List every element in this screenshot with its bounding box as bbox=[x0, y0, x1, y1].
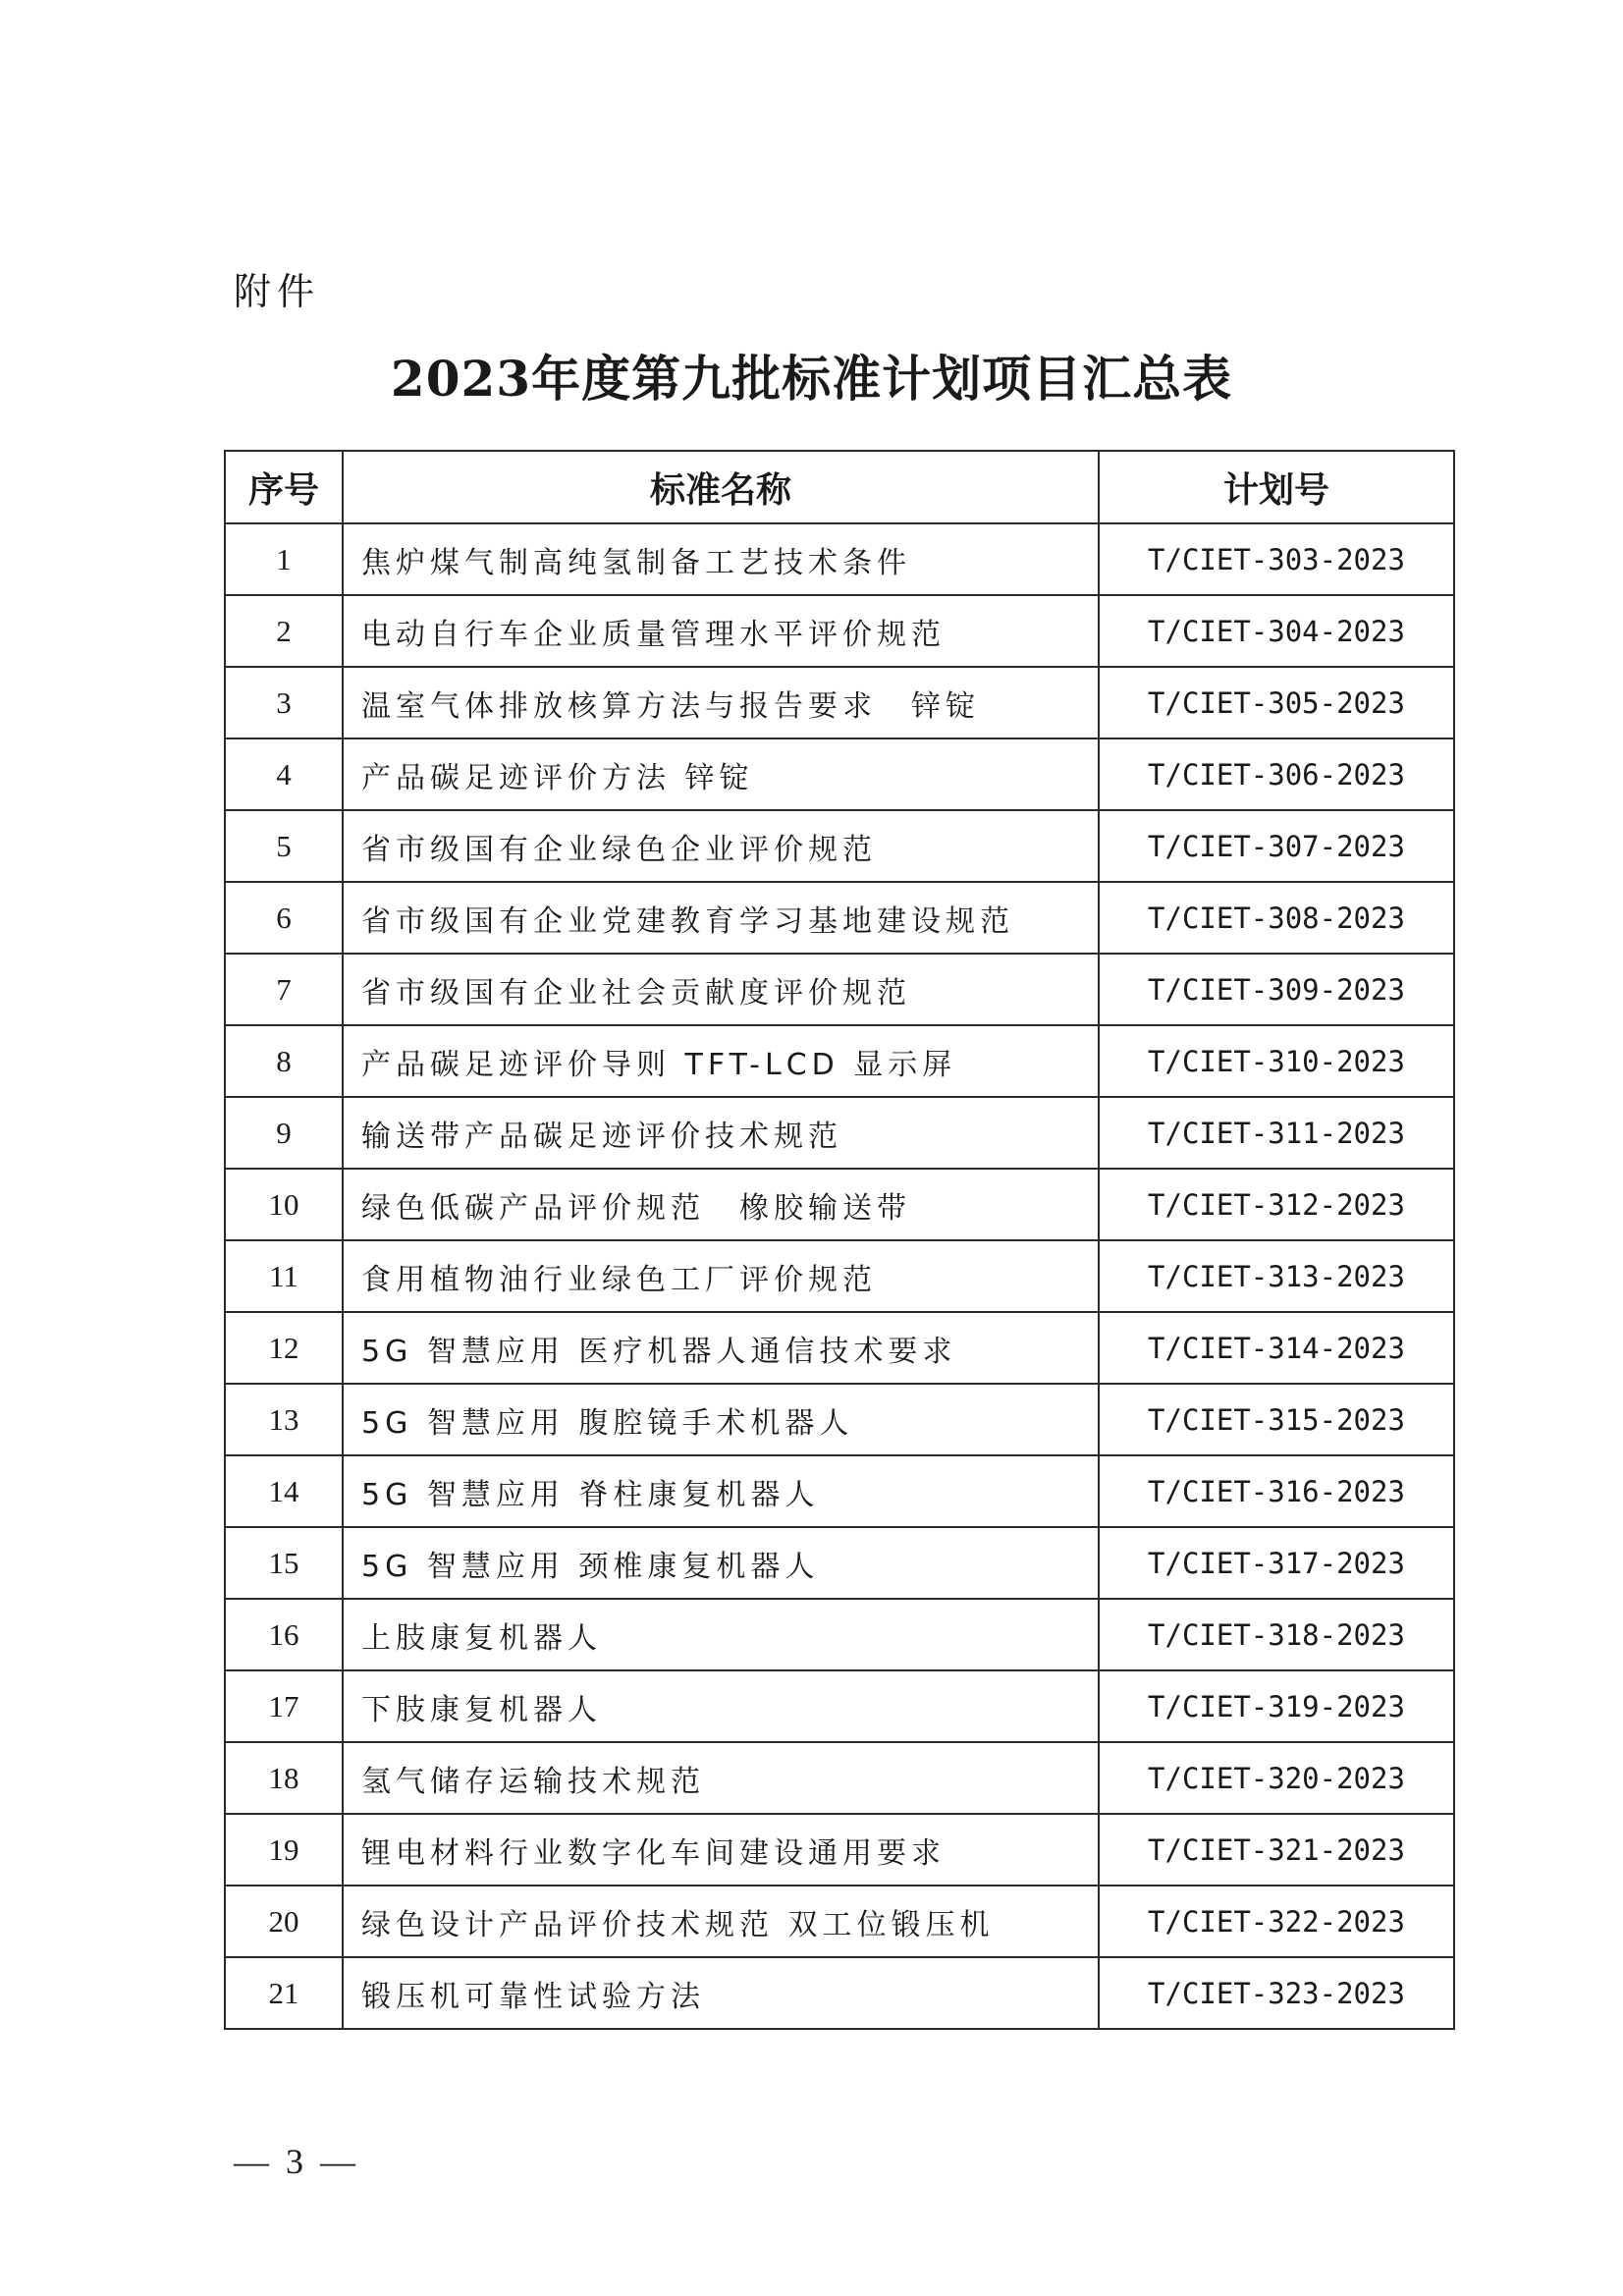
table-row bbox=[225, 1384, 1454, 1455]
row-standard-name: 产品碳足迹评价导则 TFT-LCD 显示屏 bbox=[343, 1025, 1099, 1097]
row-plan-number: T/CIET-304-2023 bbox=[1099, 595, 1454, 667]
row-plan-number: T/CIET-313-2023 bbox=[1099, 1240, 1454, 1312]
row-plan-number: T/CIET-305-2023 bbox=[1099, 667, 1454, 738]
row-standard-name: 省市级国有企业社会贡献度评价规范 bbox=[343, 954, 1099, 1025]
row-standard-name: 绿色低碳产品评价规范 橡胶输送带 bbox=[343, 1169, 1099, 1240]
table-row bbox=[225, 1527, 1454, 1599]
plan-table-container bbox=[224, 450, 1453, 2030]
row-standard-name: 电动自行车企业质量管理水平评价规范 bbox=[343, 595, 1099, 667]
table-row bbox=[225, 1742, 1454, 1814]
table-row bbox=[225, 1240, 1454, 1312]
row-standard-name: 焦炉煤气制高纯氢制备工艺技术条件 bbox=[343, 523, 1099, 595]
row-plan-number: T/CIET-316-2023 bbox=[1099, 1455, 1454, 1527]
header-standard-name: 标准名称 bbox=[343, 451, 1099, 523]
table-row bbox=[225, 1814, 1454, 1886]
row-serial-number: 15 bbox=[225, 1527, 343, 1599]
row-plan-number: T/CIET-303-2023 bbox=[1099, 523, 1454, 595]
row-plan-number: T/CIET-310-2023 bbox=[1099, 1025, 1454, 1097]
row-serial-number: 18 bbox=[225, 1742, 343, 1814]
row-serial-number: 10 bbox=[225, 1169, 343, 1240]
table-row bbox=[225, 1097, 1454, 1169]
attachment-label: 附件 bbox=[234, 270, 321, 313]
row-plan-number: T/CIET-307-2023 bbox=[1099, 810, 1454, 882]
row-standard-name: 氢气储存运输技术规范 bbox=[343, 1742, 1099, 1814]
header-serial-number: 序号 bbox=[225, 451, 343, 523]
table-row bbox=[225, 667, 1454, 738]
row-serial-number: 19 bbox=[225, 1814, 343, 1886]
standards-plan-table bbox=[224, 450, 1455, 2030]
row-standard-name: 温室气体排放核算方法与报告要求 锌锭 bbox=[343, 667, 1099, 738]
row-standard-name: 上肢康复机器人 bbox=[343, 1599, 1099, 1670]
table-row bbox=[225, 1670, 1454, 1742]
row-standard-name: 省市级国有企业党建教育学习基地建设规范 bbox=[343, 882, 1099, 954]
table-row bbox=[225, 1599, 1454, 1670]
table-body bbox=[225, 523, 1454, 2029]
row-plan-number: T/CIET-312-2023 bbox=[1099, 1169, 1454, 1240]
row-serial-number: 3 bbox=[225, 667, 343, 738]
row-serial-number: 20 bbox=[225, 1886, 343, 1957]
row-standard-name: 下肢康复机器人 bbox=[343, 1670, 1099, 1742]
table-header-row bbox=[225, 451, 1454, 523]
row-plan-number: T/CIET-320-2023 bbox=[1099, 1742, 1454, 1814]
row-standard-name: 5G 智慧应用 腹腔镜手术机器人 bbox=[343, 1384, 1099, 1455]
row-serial-number: 6 bbox=[225, 882, 343, 954]
row-serial-number: 14 bbox=[225, 1455, 343, 1527]
page-number: — 3 — bbox=[234, 2142, 359, 2181]
document-title: 2023年度第九批标准计划项目汇总表 bbox=[390, 350, 1233, 408]
table-row bbox=[225, 954, 1454, 1025]
table-row bbox=[225, 1312, 1454, 1384]
table-row bbox=[225, 523, 1454, 595]
row-serial-number: 16 bbox=[225, 1599, 343, 1670]
row-serial-number: 8 bbox=[225, 1025, 343, 1097]
row-plan-number: T/CIET-314-2023 bbox=[1099, 1312, 1454, 1384]
table-row bbox=[225, 595, 1454, 667]
row-plan-number: T/CIET-309-2023 bbox=[1099, 954, 1454, 1025]
row-plan-number: T/CIET-321-2023 bbox=[1099, 1814, 1454, 1886]
row-plan-number: T/CIET-322-2023 bbox=[1099, 1886, 1454, 1957]
row-serial-number: 13 bbox=[225, 1384, 343, 1455]
table-row bbox=[225, 1455, 1454, 1527]
row-standard-name: 输送带产品碳足迹评价技术规范 bbox=[343, 1097, 1099, 1169]
row-standard-name: 绿色设计产品评价技术规范 双工位锻压机 bbox=[343, 1886, 1099, 1957]
row-serial-number: 4 bbox=[225, 738, 343, 810]
row-standard-name: 省市级国有企业绿色企业评价规范 bbox=[343, 810, 1099, 882]
row-standard-name: 5G 智慧应用 医疗机器人通信技术要求 bbox=[343, 1312, 1099, 1384]
row-serial-number: 2 bbox=[225, 595, 343, 667]
row-serial-number: 11 bbox=[225, 1240, 343, 1312]
row-standard-name: 5G 智慧应用 颈椎康复机器人 bbox=[343, 1527, 1099, 1599]
row-standard-name: 锂电材料行业数字化车间建设通用要求 bbox=[343, 1814, 1099, 1886]
row-plan-number: T/CIET-318-2023 bbox=[1099, 1599, 1454, 1670]
row-plan-number: T/CIET-311-2023 bbox=[1099, 1097, 1454, 1169]
row-standard-name: 食用植物油行业绿色工厂评价规范 bbox=[343, 1240, 1099, 1312]
header-plan-number: 计划号 bbox=[1099, 451, 1454, 523]
table-row bbox=[225, 882, 1454, 954]
row-serial-number: 17 bbox=[225, 1670, 343, 1742]
table-row bbox=[225, 810, 1454, 882]
row-serial-number: 12 bbox=[225, 1312, 343, 1384]
row-serial-number: 9 bbox=[225, 1097, 343, 1169]
row-standard-name: 5G 智慧应用 脊柱康复机器人 bbox=[343, 1455, 1099, 1527]
row-serial-number: 5 bbox=[225, 810, 343, 882]
row-plan-number: T/CIET-306-2023 bbox=[1099, 738, 1454, 810]
row-standard-name: 产品碳足迹评价方法 锌锭 bbox=[343, 738, 1099, 810]
table-row bbox=[225, 1169, 1454, 1240]
row-serial-number: 7 bbox=[225, 954, 343, 1025]
row-plan-number: T/CIET-319-2023 bbox=[1099, 1670, 1454, 1742]
table-row bbox=[225, 1957, 1454, 2029]
row-serial-number: 21 bbox=[225, 1957, 343, 2029]
table-row bbox=[225, 738, 1454, 810]
row-serial-number: 1 bbox=[225, 523, 343, 595]
row-standard-name: 锻压机可靠性试验方法 bbox=[343, 1957, 1099, 2029]
row-plan-number: T/CIET-317-2023 bbox=[1099, 1527, 1454, 1599]
row-plan-number: T/CIET-323-2023 bbox=[1099, 1957, 1454, 2029]
table-row bbox=[225, 1025, 1454, 1097]
row-plan-number: T/CIET-308-2023 bbox=[1099, 882, 1454, 954]
table-row bbox=[225, 1886, 1454, 1957]
row-plan-number: T/CIET-315-2023 bbox=[1099, 1384, 1454, 1455]
